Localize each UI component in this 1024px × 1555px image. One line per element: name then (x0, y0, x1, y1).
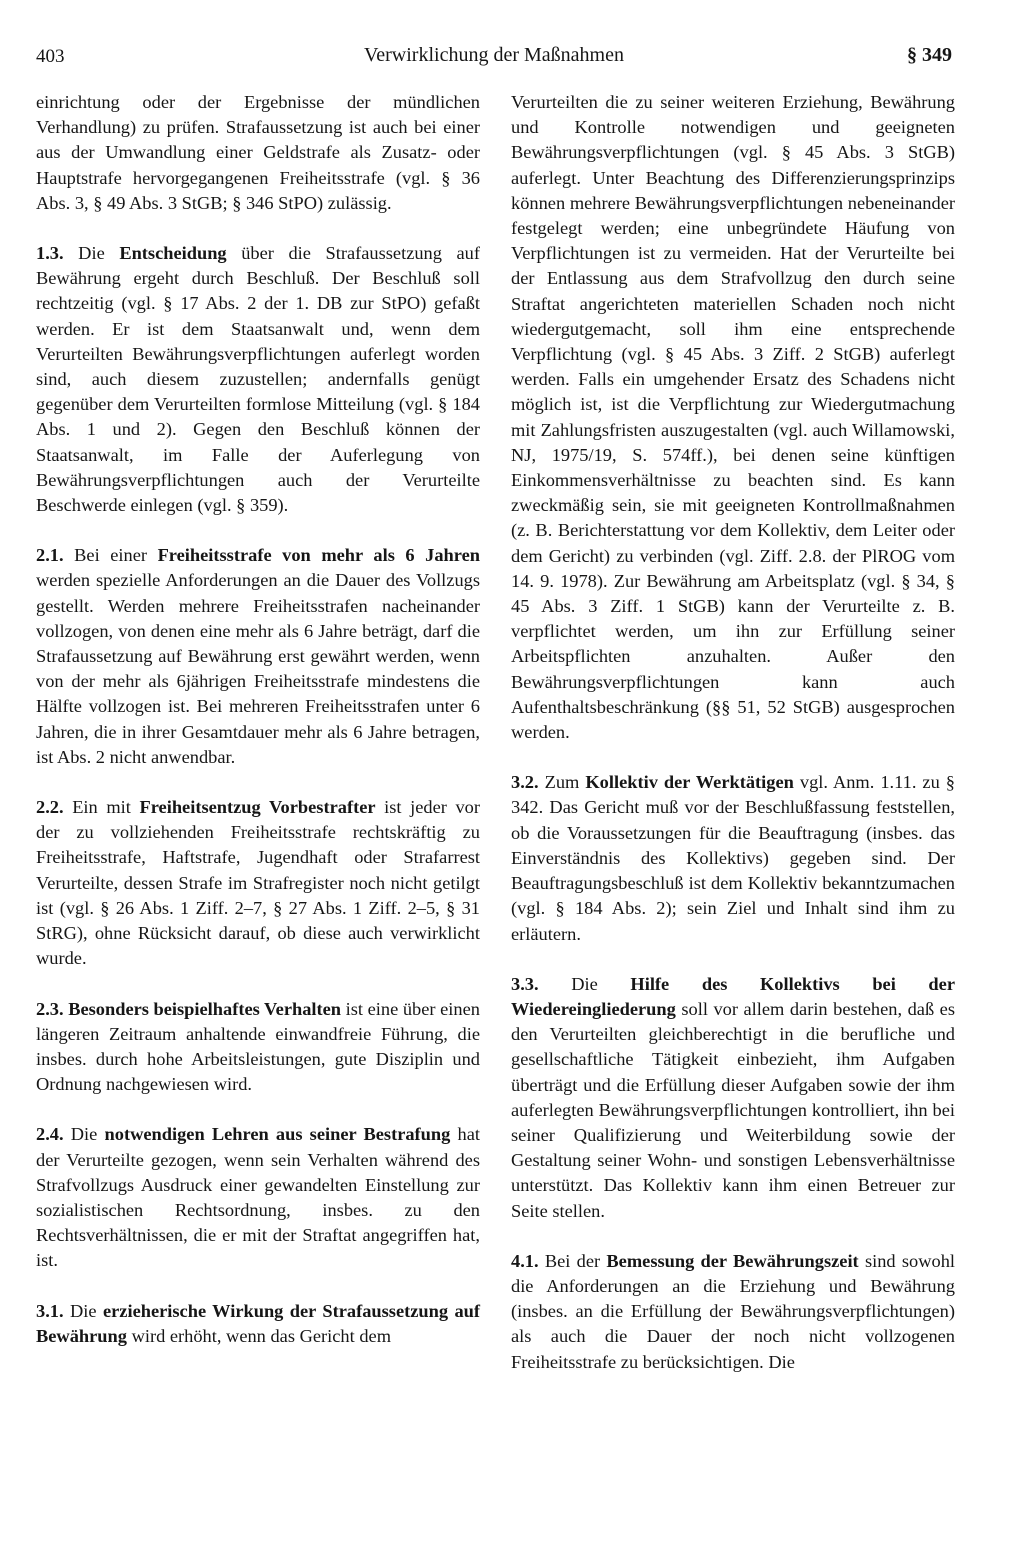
paragraph-keyword: Entscheidung (119, 243, 227, 264)
paragraph-lead: Die (78, 243, 105, 264)
paragraph-keyword: Hilfe des Kollektivs bei der Wiedereingliederung (511, 973, 955, 1019)
paragraph-text: wird erhöht, wenn das Gericht dem (131, 1325, 391, 1346)
paragraph-lead: Bei einer (74, 545, 147, 566)
paragraph-keyword: Besonders beispielhaftes Verhalten (68, 998, 342, 1019)
paragraph-number: 2.3. (36, 998, 64, 1019)
paragraph-4-1 (511, 1249, 955, 1375)
paragraph-lead: Ein mit (72, 797, 131, 818)
paragraph-keyword: Kollektiv der Werktätigen (585, 772, 794, 793)
paragraph-text: ist jeder vor der zu vollziehenden Freiheitsstrafe rechtskräftig zu Freiheitsstrafe, Haftstrafe, Jugendhaft oder Strafarrest Verurteilte, dessen Strafe im Strafregister noch nicht getilgt ist (vgl. § 26 Abs. 1 Ziff. 2–7, § 27 Abs. 1 Ziff. 2–5, § 31 StRG), ohne Rücksicht darauf, ob diese auch verwirklicht wurde. (36, 797, 480, 969)
running-title: Verwirklichung der Maßnahmen (364, 44, 624, 66)
paragraph-1-3 (36, 241, 480, 518)
paragraph-cont (36, 90, 480, 216)
paragraph-2-1 (36, 543, 480, 770)
section-mark: § 349 (907, 44, 952, 66)
paragraph-number: 2.1. (36, 545, 64, 566)
paragraph-text: soll vor allem darin bestehen, daß es den Verurteilten gleichberechtigt in die berufliche und gesellschaftliche Tätigkeit einbezieht, ihm Aufgaben überträgt und die Erfüllung dieser Aufgaben sowie der ihm auferlegten Bewährungsverpflichtungen kontrolliert, ihn bei seiner Qualifizierung und Weiterbildung sowie der Gestaltung seiner Wohn- und sonstigen Lebensverhältnisse unterstützt. Das Kollektiv kann ihm einen Betreuer zur Seite stellen. (511, 998, 955, 1221)
paragraph-lead: Zum (544, 772, 580, 793)
paragraph-number: 3.3. (511, 973, 539, 994)
running-head (36, 40, 952, 76)
paragraph-text: sind sowohl die Anforderungen an die Erziehung und Bewährung (insbes. an die Erfüllung der Bewährungsverpflichtungen) als auch die Dauer der noch nicht vollzogenen Freiheitsstrafe zu berücksichtigen. Die (511, 1250, 955, 1372)
paragraph-text: über die Strafaussetzung auf Bewährung ergeht durch Beschluß. Der Beschluß soll rechtzeitig (vgl. § 17 Abs. 2 der 1. DB zur StPO) gefaßt werden. Er ist dem Staatsanwalt und, wenn dem Verurteilten Bewährungsverpflichtungen auferlegt worden sind, auch diesem zuzustellen; andernfalls genügt gegenüber dem Verurteilten formlose Mitteilung (vgl. § 184 Abs. 1 und 2). Gegen den Beschluß können der Staatsanwalt, im Falle der Auferlegung von Bewährungsverpflichtungen auch der Verurteilte Beschwerde einlegen (vgl. § 359). (36, 243, 480, 516)
paragraph-lead: Bei der (544, 1250, 601, 1271)
paragraph-lead: Die (70, 1124, 98, 1145)
paragraph-keyword: Freiheitsentzug Vorbestrafter (139, 797, 376, 818)
paragraph-text: vgl. Anm. 1.11. zu § 342. Das Gericht muß vor der Beschlußfassung feststellen, ob die Voraussetzungen für die Beauftragung (insbes. das Einverständnis des Kollektivs) gegeben sind. Der Beauftragungsbeschluß ist dem Kollektiv bekanntzumachen (vgl. § 184 Abs. 2); sein Ziel und Inhalt sind ihm zu erläutern. (511, 772, 955, 944)
paragraph-number: 2.2. (36, 797, 64, 818)
paragraph-3-2 (511, 770, 955, 946)
paragraph-text: einrichtung oder der Ergebnisse der mündlichen Verhandlung) zu prüfen. Strafaussetzung ist auch bei einer aus der Umwandlung einer Geldstrafe als Zusatz- oder Hauptstrafe hervorgegangenen Freiheitsstrafe (vgl. § 36 Abs. 3, § 49 Abs. 3 StGB; § 346 StPO) zulässig. (36, 92, 480, 213)
paragraph-text: werden spezielle Anforderungen an die Dauer des Vollzugs gestellt. Werden mehrere Freiheitsstrafen nacheinander vollzogen, von denen eine mehr als 6 Jahre beträgt, darf die Strafaussetzung auf Bewährung erst gewährt werden, wenn von der mehr als 6jährigen Freiheitsstrafe mindestens die Hälfte vollzogen ist. Bei mehreren Freiheitsstrafen unter 6 Jahren, die in ihrer Gesamtdauer mehr als 6 Jahre betragen, ist Abs. 2 nicht anwendbar. (36, 570, 480, 767)
paragraph-keyword: notwendigen Lehren aus seiner Bestrafung (104, 1124, 451, 1145)
paragraph-text: Verurteilten die zu seiner weiteren Erziehung, Bewährung und Kontrolle notwendigen und geeigneten Bewährungsverpflichtungen (vgl. § 45 Abs. 3 StGB) auferlegt. Unter Beachtung des Differenzierungsprinzips können mehrere Bewährungsverpflichtungen nebeneinander festgelegt werden; eine unbegründete Häufung von Verpflichtungen ist zu vermeiden. Hat der Verurteilte bei der Entlassung aus dem Strafvollzug den durch seine Straftat angerichteten materiellen Schaden noch nicht wiedergutgemacht, soll ihm eine entsprechende Verpflichtung (vgl. § 45 Abs. 3 Ziff. 2 StGB) auferlegt werden. Falls ein umgehender Ersatz des Schadens nicht möglich ist, ist die Verpflichtung zur Wiedergutmachung mit Zahlungsfristen auszugestalten (vgl. auch Willamowski, NJ, 1975/19, S. 574ff.), bei denen seine künftigen Einkommensverhältnisse zu beachten sind. Es kann zweckmäßig sein, sie mit geeigneten Kontrollmaßnahmen (z. B. Berichterstattung vor dem Kollektiv, dem Leiter oder dem Gericht) zu verbinden (vgl. Ziff. 2.8. der PlROG vom 14. 9. 1978). Zur Bewährung am Arbeitsplatz (vgl. § 34, § 45 Abs. 3 Ziff. 1 StGB) kann der Verurteilte z. B. verpflichtet werden, um ihn zur Erfüllung seiner Arbeitspflichten anzuhalten. Außer den Bewährungsverpflichtungen kann auch Aufenthaltsbeschränkung (§§ 51, 52 StGB) ausgesprochen werden. (511, 92, 955, 743)
paragraph-number: 4.1. (511, 1250, 539, 1271)
paragraph-keyword: Bemessung der Bewährungszeit (606, 1250, 859, 1271)
paragraph-2-2 (36, 795, 480, 971)
paragraph-keyword: erzieherische Wirkung der Strafaussetzung auf Bewährung (36, 1300, 480, 1346)
right-column (511, 90, 955, 1375)
paragraph-2-3 (36, 997, 480, 1098)
paragraph-number: 2.4. (36, 1124, 64, 1145)
paragraph-lead: Die (571, 973, 598, 994)
left-column (36, 90, 480, 1349)
paragraph-3-3 (511, 972, 955, 1224)
paragraph-keyword: Freiheitsstrafe von mehr als 6 Jahren (157, 545, 481, 566)
page-number: 403 (36, 46, 65, 67)
paragraph-number: 1.3. (36, 243, 64, 264)
paragraph-number: 3.2. (511, 772, 539, 793)
paragraph-text: hat der Verurteilte gezogen, wenn sein Verhalten während des Strafvollzugs Ausdruck einer gewandelten Einstellung zur sozialistischen Rechtsordnung, insbes. zu den Rechtsverhältnissen, die er mit der Straftat angegriffen hat, ist. (36, 1124, 480, 1271)
paragraph-number: 3.1. (36, 1300, 64, 1321)
paragraph-cont-r (511, 90, 955, 745)
paragraph-text: ist eine über einen längeren Zeitraum anhaltende einwandfreie Führung, die insbes. durch hohe Arbeitsleistungen, gute Disziplin und Ordnung nachgewiesen wird. (36, 998, 480, 1095)
paragraph-3-1 (36, 1299, 480, 1349)
paragraph-2-4 (36, 1122, 480, 1273)
paragraph-lead: Die (70, 1300, 97, 1321)
